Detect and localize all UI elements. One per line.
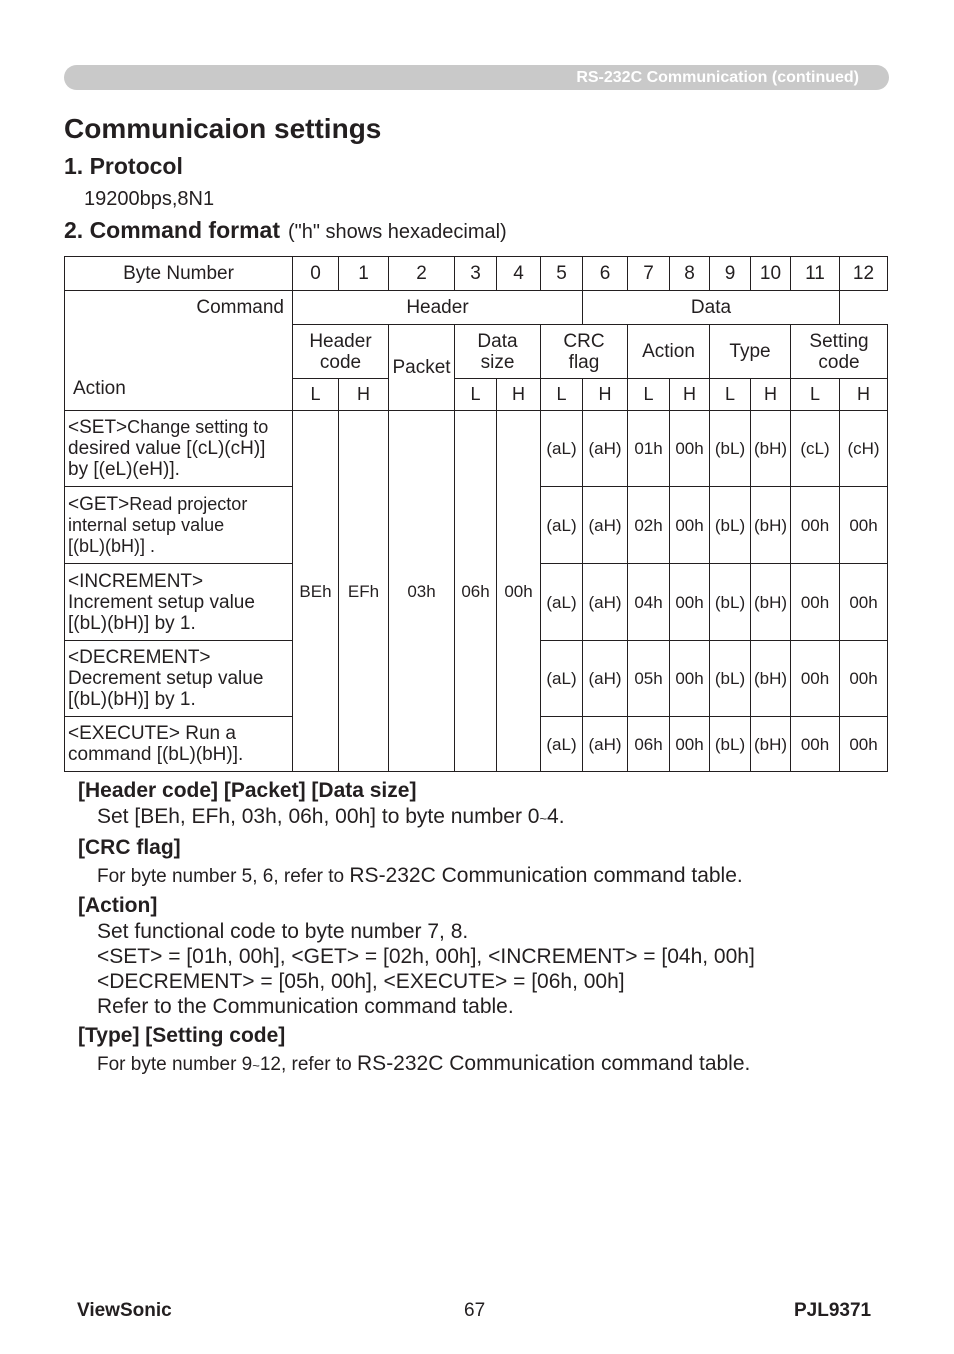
table-cell: 00h [840, 717, 888, 772]
table-cell: (aL) [541, 564, 583, 641]
table-cell: (aL) [541, 487, 583, 564]
footer-brand: ViewSonic [77, 1300, 172, 1321]
table-cell: 00h [791, 487, 840, 564]
table-cell: 00h [840, 564, 888, 641]
table-cell: 00h [670, 717, 710, 772]
table-cell: 00h [840, 641, 888, 717]
byte-number-cell: 11 [791, 257, 840, 291]
header-group: Header [293, 291, 583, 325]
type-field: Type [710, 325, 791, 379]
table-cell: (bH) [751, 641, 791, 717]
byte-number-cell: 12 [840, 257, 888, 291]
table-cell: 06h [628, 717, 670, 772]
table-cell: 00h [840, 487, 888, 564]
action-text-4: Refer to the Communication command table. [97, 995, 514, 1018]
banner-text: RS-232C Communication (continued) [576, 69, 859, 86]
lh-cell: H [840, 379, 888, 411]
table-cell: (bL) [710, 411, 751, 487]
command-format-note: ("h" shows hexadecimal) [287, 221, 507, 243]
lh-cell: H [751, 379, 791, 411]
table-cell: (bL) [710, 641, 751, 717]
protocol-value: 19200bps,8N1 [84, 188, 215, 210]
byte-number-label: Byte Number [65, 257, 293, 291]
byte-number-cell: 8 [670, 257, 710, 291]
header-code-field: Header code [293, 325, 389, 379]
table-cell: (bL) [710, 717, 751, 772]
lh-cell: L [541, 379, 583, 411]
data-size-high-value: 00h [497, 411, 541, 772]
section-banner [64, 65, 889, 90]
table-cell: (aH) [583, 564, 628, 641]
table-cell: (bH) [751, 564, 791, 641]
action-field: Action [628, 325, 710, 379]
table-cell: (aL) [541, 717, 583, 772]
byte-number-cell: 10 [751, 257, 791, 291]
setting-code-field: Setting code [791, 325, 888, 379]
lh-cell: H [583, 379, 628, 411]
header-packet-datasize-heading: [Header code] [Packet] [Data size] [78, 779, 417, 802]
table-row [65, 411, 888, 487]
crc-flag-text: For byte number 5, 6, refer to RS-232C Communication command table. [97, 864, 743, 887]
lh-cell: H [497, 379, 541, 411]
lh-cell: L [628, 379, 670, 411]
table-cell: 00h [670, 411, 710, 487]
command-format-title: 2. Command format [64, 217, 280, 243]
byte-number-cell: 4 [497, 257, 541, 291]
table-cell: (cH) [840, 411, 888, 487]
table-cell: 00h [670, 641, 710, 717]
command-description: <DECREMENT> Decrement setup value [(bL)(bH)] by 1. [65, 641, 293, 717]
type-setting-text: For byte number 9~12, refer to RS-232C Communication command table. [97, 1052, 751, 1075]
table-cell: 02h [628, 487, 670, 564]
command-label: Command [196, 297, 284, 318]
data-group: Data [583, 291, 840, 325]
action-text-2: <SET> = [01h, 00h], <GET> = [02h, 00h], <INCREMENT> = [04h, 00h] [97, 945, 755, 968]
group-row [65, 291, 888, 325]
table-cell: 00h [670, 564, 710, 641]
table-cell: (aL) [541, 411, 583, 487]
action-text-1: Set functional code to byte number 7, 8. [97, 920, 469, 943]
packet-value: 03h [389, 411, 455, 772]
byte-number-cell: 0 [293, 257, 339, 291]
lh-cell: L [293, 379, 339, 411]
byte-number-cell: 5 [541, 257, 583, 291]
table-cell: 00h [670, 487, 710, 564]
table-cell: 05h [628, 641, 670, 717]
command-description: <GET>Read projector internal setup value [(bL)(bH)] . [65, 487, 293, 564]
command-description: <INCREMENT> Increment setup value [(bL)(bH)] by 1. [65, 564, 293, 641]
action-text-3: <DECREMENT> = [05h, 00h], <EXECUTE> = [06h, 00h] [97, 970, 625, 993]
byte-number-cell: 2 [389, 257, 455, 291]
table-cell: 00h [791, 717, 840, 772]
lh-cell: L [455, 379, 497, 411]
table-cell: (bL) [710, 564, 751, 641]
header-packet-datasize-text: Set [BEh, EFh, 03h, 06h, 00h] to byte number 0~4. [97, 805, 565, 828]
table-cell: (bH) [751, 411, 791, 487]
table-cell: (bL) [710, 487, 751, 564]
footer-model: PJL9371 [794, 1300, 872, 1321]
lh-cell: L [710, 379, 751, 411]
action-label: Action [73, 378, 126, 399]
lh-cell: L [791, 379, 840, 411]
table-cell: (aH) [583, 411, 628, 487]
lh-cell: H [339, 379, 389, 411]
byte-number-cell: 3 [455, 257, 497, 291]
packet-field: Packet [389, 325, 455, 411]
table-cell: (aH) [583, 487, 628, 564]
command-action-corner [65, 291, 293, 411]
action-heading: [Action] [78, 894, 158, 917]
page-number: 67 [464, 1300, 486, 1321]
command-format-table [64, 256, 888, 772]
crc-flag-heading: [CRC flag] [78, 836, 181, 859]
page-title: Communicaion settings [64, 113, 382, 144]
table-cell: (cL) [791, 411, 840, 487]
command-format-heading [64, 217, 507, 244]
byte-number-row [65, 257, 888, 291]
table-cell: (aH) [583, 717, 628, 772]
byte-number-cell: 6 [583, 257, 628, 291]
header-code-low-value: BEh [293, 411, 339, 772]
crc-flag-field: CRC flag [541, 325, 628, 379]
byte-number-cell: 1 [339, 257, 389, 291]
header-code-high-value: EFh [339, 411, 389, 772]
table-cell: (bH) [751, 717, 791, 772]
lh-cell: H [670, 379, 710, 411]
protocol-heading: 1. Protocol [64, 153, 183, 179]
byte-number-cell: 7 [628, 257, 670, 291]
data-size-field: Data size [455, 325, 541, 379]
table-cell: (aL) [541, 641, 583, 717]
table-cell: 01h [628, 411, 670, 487]
table-cell: (bH) [751, 487, 791, 564]
type-setting-heading: [Type] [Setting code] [78, 1024, 286, 1047]
command-description: <SET>Change setting to desired value [(cL)(cH)] by [(eL)(eH)]. [65, 411, 293, 487]
notes-section [78, 778, 898, 1081]
table-cell: 04h [628, 564, 670, 641]
command-description: <EXECUTE> Run a command [(bL)(bH)]. [65, 717, 293, 772]
byte-number-cell: 9 [710, 257, 751, 291]
table-cell: (aH) [583, 641, 628, 717]
data-size-low-value: 06h [455, 411, 497, 772]
table-cell: 00h [791, 641, 840, 717]
table-cell: 00h [791, 564, 840, 641]
